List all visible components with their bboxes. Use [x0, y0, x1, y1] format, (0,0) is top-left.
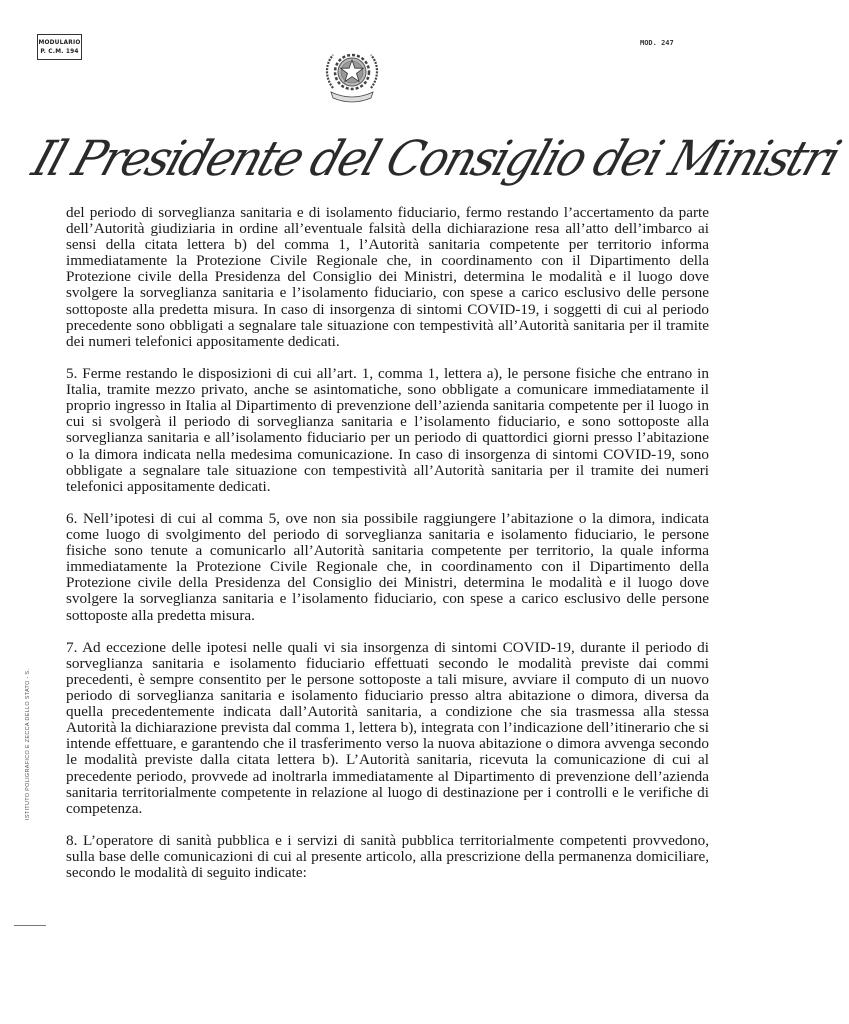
paragraph-8: 8. L’operatore di sanità pubblica e i servizi di sanità pubblica territorialmente competenti provvedono, sulla base delle comunicazioni di cui al presente articolo, alla prescrizione della permanenza domiciliare, secondo le modalità di seguito indicate: [66, 832, 709, 882]
paragraph-6: 6. Nell’ipotesi di cui al comma 5, ove non sia possibile raggiungere l’abitazione o la dimora, indicata come luogo di svolgimento del periodo di sorveglianza sanitaria e isolamento fiduciario, le persone fisiche sono tenute a comunicarlo all’Autorità sanitaria competente per territorio, la quale informa immediatamente la Protezione Civile Regionale che, in coordinamento con il Dipartimento della Protezione civile della Presidenza del Consiglio dei Ministri, determina le modalità e il luogo dove svolgere la sorveglianza sanitaria e l’isolamento fiduciario, con spese a carico esclusivo delle persone sottoposte alla predetta misura. [66, 509, 709, 624]
margin-rule [14, 925, 46, 926]
modulario-stamp [37, 34, 82, 60]
modulario-line-2: P. C.M. 194 [40, 47, 79, 55]
mod-code: MOD. 247 [640, 39, 674, 47]
modulario-line-1: MODULARIO [38, 38, 81, 46]
paragraph-continuation: del periodo di sorveglianza sanitaria e di isolamento fiduciario, fermo restando l’accertamento da parte dell’Autorità giudiziaria in ordine all’eventuale falsità della dichiarazione resa all’atto dell’imbarco ai sensi della citata lettera b) del comma 1, l’Autorità sanitaria competente per territorio informa immediatamente la Protezione Civile Regionale che, in coordinamento con il Dipartimento della Protezione civile della Presidenza del Consiglio dei Ministri, determina le modalità e il luogo dove svolgere la sorveglianza sanitaria e l’isolamento fiduciario, con spese a carico esclusivo delle persone sottoposte alla predetta misura. In caso di insorgenza di sintomi COVID-19, i soggetti di cui al periodo precedente sono obbligati a segnalare tale situazione con tempestività all’Autorità sanitaria per il tramite dei numeri telefonici appositamente dedicati. [66, 204, 709, 350]
document-body [66, 205, 709, 881]
emblem-of-italy-icon [321, 44, 383, 106]
printer-imprint: ISTITUTO POLIGRAFICO E ZECCA DELLO STATO - S. [25, 668, 31, 820]
paragraph-5: 5. Ferme restando le disposizioni di cui all’art. 1, comma 1, lettera a), le persone fisiche che entrano in Italia, tramite mezzo privato, anche se asintomatiche, sono obbligate a comunicare immediatamente il proprio ingresso in Italia al Dipartimento di prevenzione dell’azienda sanitaria competente per il luogo in cui si svolgerà il periodo di sorveglianza sanitaria e l’isolamento fiduciario, e sono sottoposte alla sorveglianza sanitaria e all’isolamento fiduciario per un periodo di quattordici giorni presso l’abitazione o la dimora indicata nella medesima comunicazione. In caso di insorgenza di sintomi COVID-19, sono obbligate a segnalare tale situazione con tempestività all’Autorità sanitaria per il tramite dei numeri telefonici appositamente dedicati. [66, 365, 709, 495]
page-title: Il Presidente del Consiglio dei Ministri [25, 129, 846, 187]
paragraph-7: 7. Ad eccezione delle ipotesi nelle quali vi sia insorgenza di sintomi COVID-19, durante il periodo di sorveglianza sanitaria e isolamento fiduciario effettuati secondo le modalità previste dai commi precedenti, è sempre consentito per le persone sottoposte a tali misure, avviare il computo di un nuovo periodo di sorveglianza sanitaria e isolamento fiduciario presso altra abitazione o dimora, diversa da quella precedentemente indicata dall’Autorità sanitaria, a condizione che sia trasmessa alla stessa Autorità la dichiarazione prevista dal comma 1, lettera b), integrata con l’indicazione dell’itinerario che si intende effettuare, e garantendo che il trasferimento verso la nuova abitazione o dimora avvenga secondo le modalità previste dalla citata lettera b). L’Autorità sanitaria, ricevuta la comunicazione di cui al precedente periodo, provvede ad inoltrarla immediatamente al Dipartimento di prevenzione dell’azienda sanitaria territorialmente competente in relazione al luogo di destinazione per i controlli e le verifiche di competenza. [66, 638, 709, 817]
